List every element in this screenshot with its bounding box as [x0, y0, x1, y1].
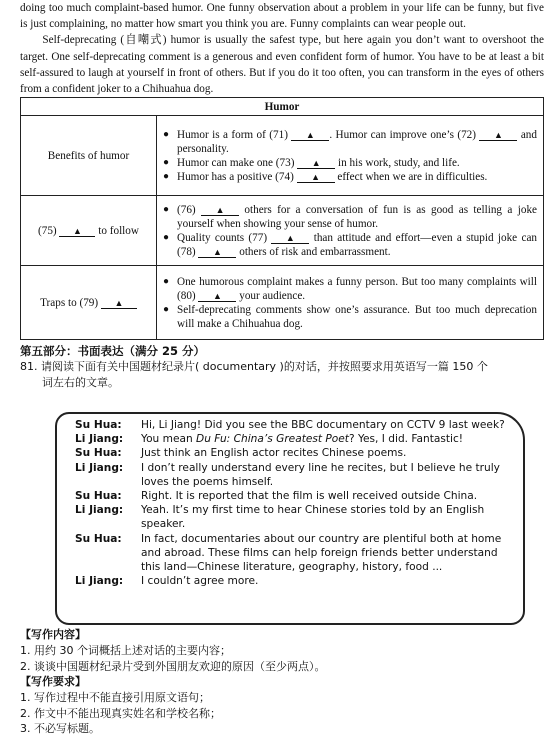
- requirement-item: 2. 作文中不能出现真实姓名和学校名称；: [20, 706, 221, 720]
- blank-80[interactable]: ▲: [198, 291, 236, 302]
- text-76-pre: (76): [177, 203, 202, 216]
- row-follow-content: [157, 196, 544, 266]
- text-78-post: others of risk and embarrassment.: [236, 245, 391, 258]
- speaker-name: Li Jiang:: [75, 575, 124, 588]
- row-label-benefits: Benefits of humor: [21, 116, 157, 196]
- writing-instructions: [20, 627, 544, 737]
- text-77-pre: Quality counts (77): [177, 231, 272, 244]
- dialogue-line: [75, 432, 515, 446]
- text-72-post: and personality.: [177, 128, 537, 155]
- passage-paragraph-1: doing too much complaint-based humor. One funny observation about a problem in your life can be funny, but five is just complaining, no matter how smart you think you are. Funny complaints can wear people out.: [20, 2, 544, 31]
- speaker-name: Li Jiang:: [75, 433, 124, 446]
- dialogue-text: In fact, documentaries about our country are plentiful both at home and abroad. These films can help foreign friends better understand this land—Chinese literature, geography, history, food ...: [141, 532, 502, 574]
- table-header: Humor: [21, 98, 544, 116]
- speaker-name: Su Hua:: [75, 532, 122, 545]
- bullet-74: [163, 170, 537, 184]
- text-74-pre: Humor has a positive (74): [177, 170, 297, 183]
- dialogue-text: ? Yes, I did. Fantastic!: [348, 433, 464, 446]
- dialogue-text: Yeah. It’s my first time to hear Chinese stories told by an English speaker.: [141, 504, 485, 531]
- dialogue-text: Right. It is reported that the film is well received outside China.: [141, 490, 478, 503]
- blank-71[interactable]: ▲: [291, 130, 329, 141]
- blank-73[interactable]: ▲: [297, 158, 335, 169]
- text-72-pre: . Humor can improve one’s (72): [329, 128, 480, 141]
- dialogue-box: [55, 412, 525, 625]
- bullet-77: [163, 231, 537, 259]
- speaker-name: Li Jiang:: [75, 461, 124, 474]
- page: [20, 0, 544, 391]
- speaker-name: Su Hua:: [75, 419, 122, 431]
- blank-76[interactable]: ▲: [201, 205, 239, 216]
- dialogue-line: [75, 574, 515, 588]
- dialogue-text: Just think an English actor recites Chinese poems.: [141, 447, 407, 460]
- text-76-post: others for a conversation of fun is as good as telling a joke yourself when showing your sense of humor.: [177, 203, 537, 230]
- text-80-post: your audience.: [236, 289, 306, 302]
- row-benefits-content: [157, 116, 544, 196]
- dialogue-text: Hi, Li Jiang! Did you see the BBC documentary on CCTV 9 last week?: [141, 419, 505, 431]
- humor-table: [20, 97, 544, 340]
- text-71-pre: Humor is a form of (71): [177, 128, 292, 141]
- section5-title: 第五部分：书面表达（满分 25 分）: [20, 344, 206, 359]
- passage-paragraph-2: Self-deprecating (自嘲式) humor is usually the safest type, but here again you don’t want to overshoot the target. One self-deprecating comment is a generous and even confident form of humor. You have to be at least a bit self-assured to laugh at yourself in front of others. But if you do it too often, you can transform in the eyes of others from a confident joker to a Chihuahua dog.: [20, 34, 544, 96]
- text-73-pre: Humor can make one (73): [177, 156, 298, 169]
- blank-77[interactable]: ▲: [271, 233, 309, 244]
- requirement-item: 3. 不必写标题。: [20, 722, 100, 735]
- documentary-title: Du Fu: China’s Greatest Poet: [196, 433, 349, 446]
- row-label-79: [21, 266, 157, 340]
- dialogue-line: [75, 532, 515, 575]
- requirements-title: 【写作要求】: [20, 675, 86, 688]
- bullet-76: [163, 203, 537, 231]
- text-75-post: to follow: [95, 224, 139, 237]
- speaker-name: Su Hua:: [75, 447, 122, 460]
- bullet-deprecation: ● Self-deprecating comments show one’s assurance. But too much deprecation will make a Chihuahua dog.: [163, 303, 537, 331]
- requirement-item: 1. 写作过程中不能直接引用原文语句；: [20, 691, 210, 704]
- blank-78[interactable]: ▲: [198, 247, 236, 258]
- text-73-post: in his work, study, and life.: [335, 156, 460, 169]
- text-80-pre: One humorous complaint makes a funny person. But too many complaints will (80): [177, 275, 537, 302]
- blank-72[interactable]: ▲: [479, 130, 517, 141]
- question-81: [20, 359, 544, 391]
- bullet-73: [163, 156, 537, 170]
- dialogue-line: [75, 418, 515, 432]
- dialogue-line: [75, 446, 515, 460]
- dialogue-text: I couldn’t agree more.: [141, 575, 259, 588]
- content-item: 1. 用约 30 个词概括上述对话的主要内容；: [20, 644, 231, 657]
- bullet-71: [163, 128, 537, 156]
- content-item: 2. 谈谈中国题材纪录片受到外国朋友欢迎的原因（至少两点）。: [20, 659, 326, 673]
- blank-79[interactable]: ▲: [101, 298, 137, 309]
- row-label-75: [21, 196, 157, 266]
- dialogue-line: [75, 461, 515, 489]
- dialogue-line: [75, 489, 515, 503]
- text-75-pre: (75): [38, 224, 60, 237]
- dialogue-text: I don’t really understand every line he recites, but I believe he truly loves the poems himself.: [141, 461, 500, 488]
- question-81-line1: 81. 请阅读下面有关中国题材纪录片( documentary )的对话，并按照要求用英语写一篇 150 个: [20, 360, 488, 374]
- speaker-name: Su Hua:: [75, 490, 122, 503]
- dialogue-text: You mean: [141, 433, 197, 446]
- blank-74[interactable]: ▲: [297, 172, 335, 183]
- dialogue-line: [75, 503, 515, 531]
- row-traps-content: [157, 266, 544, 340]
- content-title: 【写作内容】: [20, 628, 86, 641]
- blank-75[interactable]: ▲: [59, 226, 95, 237]
- text-78-pre: than attitude and effort—even a stupid joke can (78): [177, 231, 537, 258]
- speaker-name: Li Jiang:: [75, 504, 124, 517]
- bullet-80: [163, 275, 537, 303]
- text-74-post: effect when we are in difficulties.: [334, 170, 488, 183]
- question-81-line2: 词左右的文章。: [42, 376, 119, 390]
- text-79-pre: Traps to (79): [40, 296, 101, 309]
